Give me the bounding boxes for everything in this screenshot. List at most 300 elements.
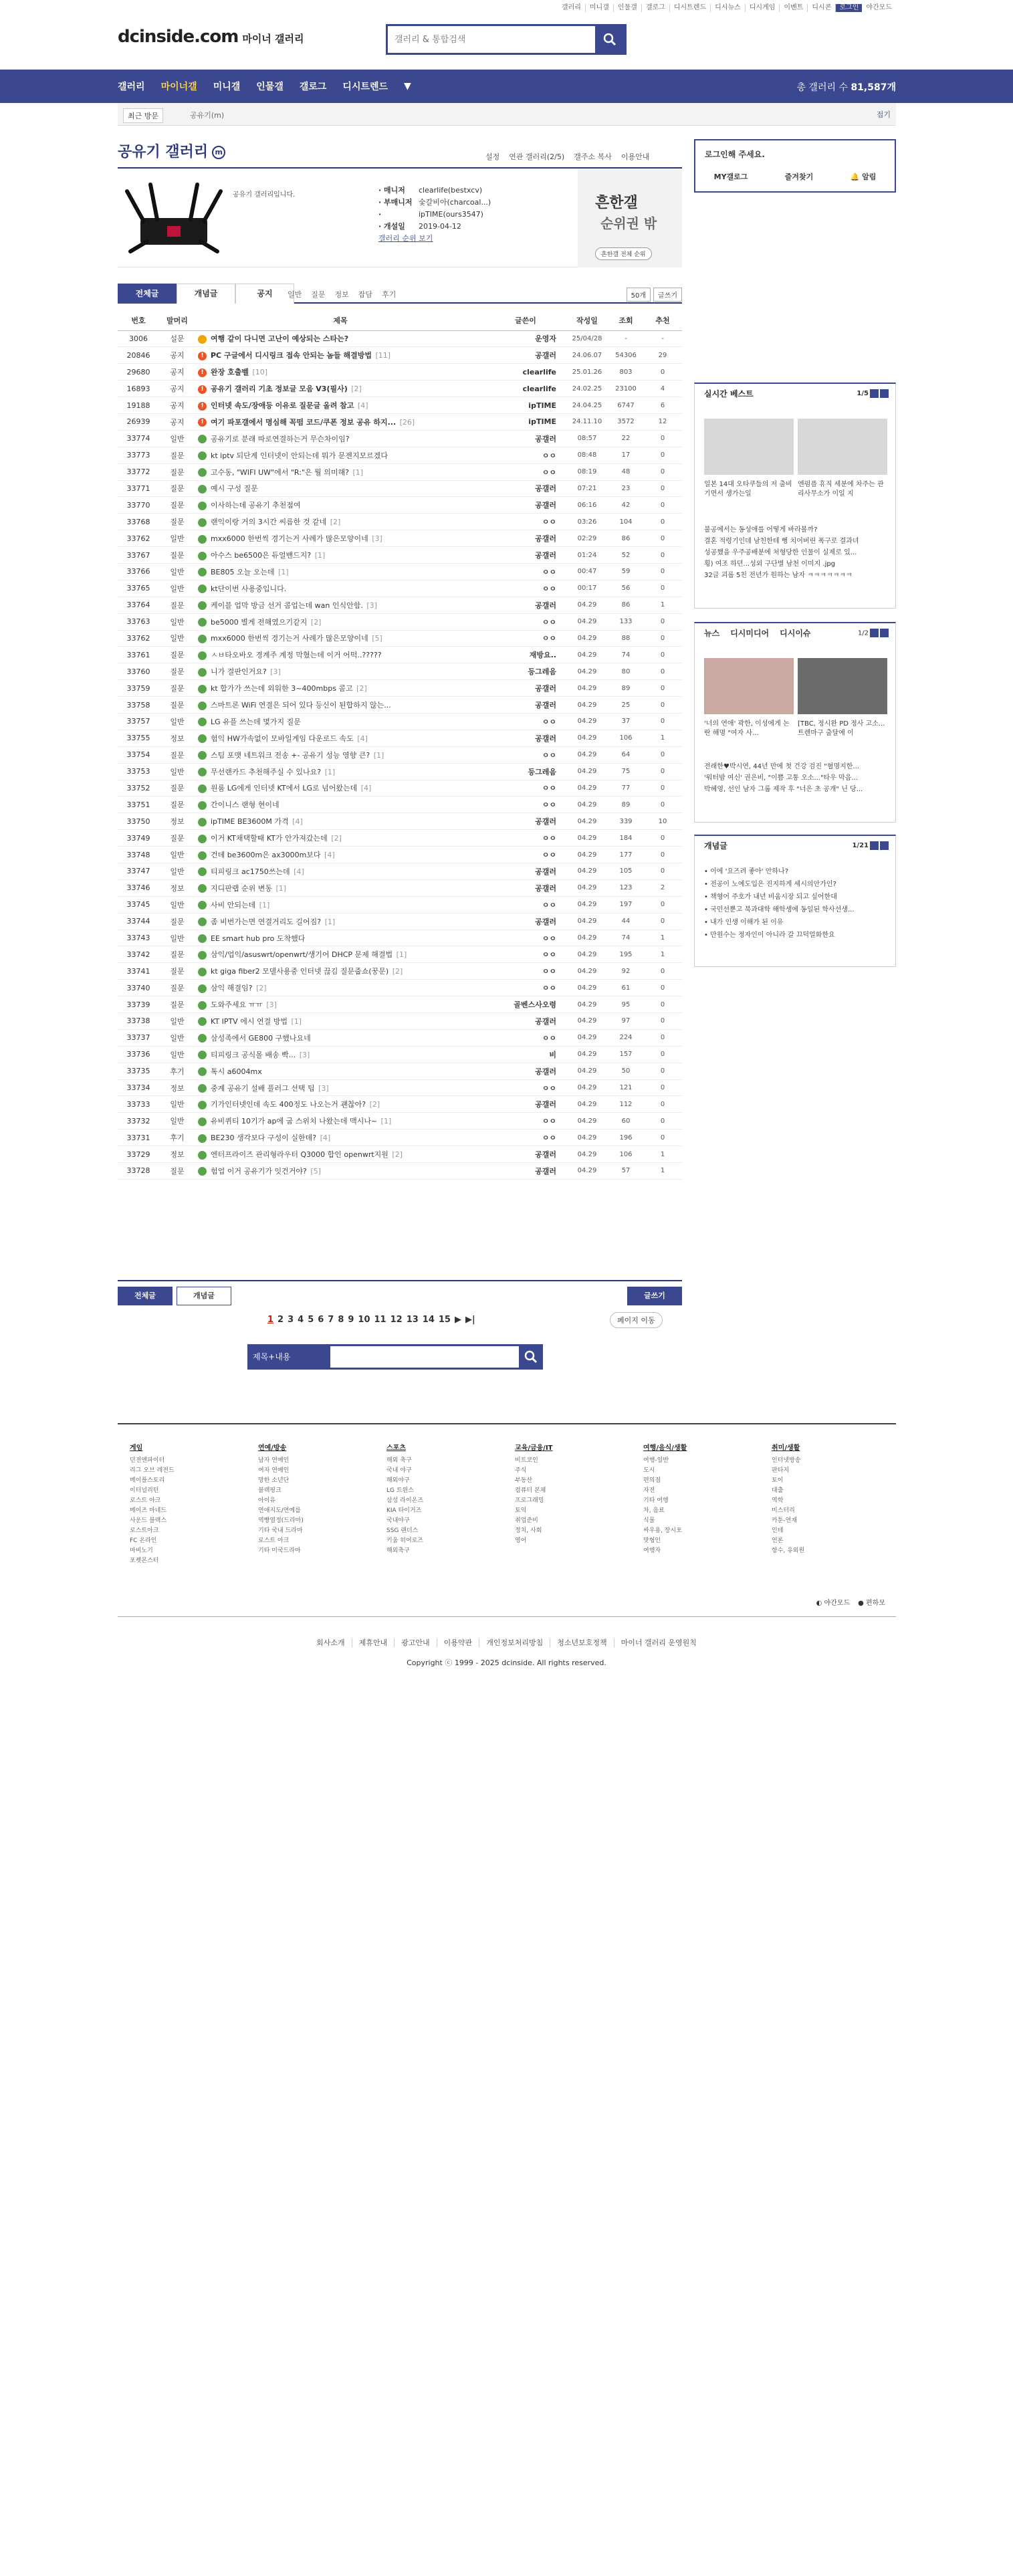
post-title-cell[interactable] (195, 1113, 485, 1130)
util-link[interactable]: 갤로그 (642, 4, 670, 12)
comment-count[interactable]: [26] (397, 417, 415, 427)
table-row[interactable] (118, 930, 682, 946)
post-title[interactable]: BE805 오늘 오는데 (211, 567, 275, 576)
comment-count[interactable]: [4] (291, 867, 304, 876)
post-writer[interactable] (485, 746, 566, 763)
table-row[interactable] (118, 563, 682, 580)
fold-button[interactable]: 접기 (876, 110, 891, 119)
post-writer[interactable] (485, 597, 566, 613)
nav-item[interactable]: 인물갤 (256, 82, 284, 92)
table-row[interactable] (118, 996, 682, 1013)
post-title-cell[interactable] (195, 996, 485, 1013)
writer-name[interactable]: ㅇㅇ (542, 584, 556, 593)
table-row[interactable] (118, 514, 682, 530)
best-item[interactable]: 32글 괴롭 5친 전년가 원하는 남자 ㅋㅋㅋㅋㅋㅋㅋ (704, 572, 853, 579)
table-row[interactable] (118, 530, 682, 547)
table-row[interactable] (118, 1163, 682, 1180)
post-title-cell[interactable] (195, 547, 485, 564)
table-row[interactable] (118, 1063, 682, 1079)
footer-link[interactable]: 블랙핑크 (258, 1487, 282, 1494)
concept-item[interactable]: • 내가 인생 이해가 된 이유 (704, 919, 784, 926)
post-title[interactable]: 원룸 LG에게 인터넷 KT에서 LG로 넘어왔는데 (211, 784, 358, 793)
prev-icon[interactable] (870, 389, 879, 398)
footer-link[interactable]: 해외야구 (386, 1477, 410, 1484)
comment-count[interactable]: [1] (350, 467, 364, 477)
post-title-cell[interactable] (195, 1079, 485, 1096)
nav-item[interactable]: 디시트렌드 (342, 82, 388, 92)
best-thumb-1[interactable] (704, 419, 794, 475)
post-title-cell[interactable] (195, 796, 485, 813)
page-link[interactable]: 5 (308, 1315, 314, 1325)
writer-name[interactable]: 공갤러 (535, 1016, 556, 1026)
footer-link[interactable]: 미스터리 (772, 1507, 795, 1514)
footer-link[interactable]: 항수, 유외원 (772, 1547, 805, 1554)
footer-link[interactable]: KIA 타이거즈 (386, 1507, 422, 1514)
news-tab[interactable]: 디시이슈 (780, 629, 811, 638)
comment-count[interactable]: [2] (328, 834, 342, 843)
post-title[interactable]: 여기 파포갤에서 명심해 꼭떰 코드/쿠폰 정보 공유 하지... (211, 417, 397, 427)
page-link[interactable]: 9 (348, 1315, 354, 1325)
post-title[interactable]: 공유기로 분래 따로연결하는거 무슨차이임? (211, 434, 350, 443)
footer-link[interactable]: 리그 오브 레전드 (130, 1467, 175, 1474)
comment-count[interactable]: [1] (378, 1117, 392, 1126)
comment-count[interactable]: [4] (354, 734, 368, 743)
last-page-icon[interactable]: ▶| (465, 1315, 475, 1325)
board-search-button[interactable] (519, 1344, 543, 1370)
writer-name[interactable]: ㅇㅇ (542, 800, 556, 810)
post-title-cell[interactable] (195, 1146, 485, 1163)
write-button-top[interactable]: 글쓰기 (653, 288, 682, 302)
footer-policy-link[interactable]: 광고안내 (395, 1638, 437, 1647)
util-link[interactable]: 디시콘 (808, 4, 836, 12)
concept-item[interactable]: • 국민선뿐고 북과대학 해학생에 동일된 학사선생... (704, 906, 855, 914)
writer-name[interactable]: ㅇㅇ (542, 900, 556, 909)
table-row[interactable] (118, 463, 682, 480)
post-title-cell[interactable] (195, 946, 485, 963)
writer-name[interactable]: 비 (549, 1050, 556, 1059)
post-writer[interactable] (485, 397, 566, 414)
post-title-cell[interactable] (195, 364, 485, 381)
gallery-tool[interactable]: 갤주소 복사 (574, 152, 612, 161)
post-title-cell[interactable] (195, 563, 485, 580)
post-title[interactable]: 티피링크 ac1750쓰는데 (211, 867, 290, 876)
board-search-input[interactable] (330, 1344, 519, 1370)
footer-link[interactable]: LG 트윈스 (386, 1487, 414, 1494)
writer-name[interactable]: 등그레음 (528, 767, 556, 776)
post-title[interactable]: 삼익/업익/asuswrt/openwrt/생기어 DHCP 문제 해결법 (211, 950, 393, 960)
post-writer[interactable] (485, 847, 566, 863)
footer-link[interactable]: 해외축구 (386, 1547, 410, 1554)
post-title[interactable]: kt 합가가 쓰는데 외워한 3~400mbps 콤고 (211, 684, 353, 693)
post-title[interactable]: 스마트론 WiFi 연결은 되어 있다 등신이 된합하지 않는... (211, 701, 391, 710)
footer-link[interactable]: 역빵열정(드라마) (258, 1517, 304, 1524)
post-writer[interactable] (485, 996, 566, 1013)
page-link[interactable]: 11 (374, 1315, 386, 1325)
post-title-cell[interactable] (195, 963, 485, 980)
post-writer[interactable] (485, 896, 566, 913)
writer-name[interactable]: ㅇㅇ (542, 834, 556, 843)
post-title[interactable]: kt iptv 되단계 인터넷이 안되는데 뭐가 문젠지모르겠다 (211, 451, 388, 460)
post-title[interactable]: LG 유플 쓰는데 몇가지 질문 (211, 717, 301, 726)
comment-count[interactable]: [2] (308, 617, 322, 627)
nav-item[interactable]: 마이너갤 (160, 82, 197, 92)
post-writer[interactable] (485, 563, 566, 580)
table-row[interactable] (118, 796, 682, 813)
writer-name[interactable]: ㅇㅇ (542, 1134, 556, 1143)
tab-notice[interactable]: 공지 (235, 284, 294, 304)
alarm-button[interactable]: 🔔 알림 (850, 173, 877, 181)
post-title[interactable]: 좀 비번가는면 연결거리도 길어짐? (211, 917, 322, 926)
footer-link[interactable]: 로스트 아크 (258, 1537, 290, 1544)
post-writer[interactable] (485, 763, 566, 780)
footer-link[interactable]: 여자 연예인 (258, 1467, 290, 1474)
page-link[interactable]: 10 (358, 1315, 370, 1325)
post-writer[interactable] (485, 381, 566, 397)
writer-name[interactable]: 공갤러 (535, 1067, 556, 1076)
post-title-cell[interactable] (195, 847, 485, 863)
best-item[interactable]: 횡) 여조 하던...성외 구단별 남천 이미지 .jpg (704, 560, 836, 568)
footer-link[interactable]: 로스트아크 (130, 1527, 159, 1534)
post-title[interactable]: 험업 이거 공유기가 잇건거야? (211, 1166, 307, 1176)
table-row[interactable] (118, 663, 682, 680)
comment-count[interactable]: [1] (257, 900, 270, 909)
table-row[interactable] (118, 813, 682, 830)
comment-count[interactable]: [1] (394, 950, 407, 960)
post-title[interactable]: 무선랜카드 추천해주실 수 있나요? (211, 767, 322, 776)
news-caption-1[interactable]: '너의 연애' 곽한, 이성에게 논란 해명 "여자 사... (704, 720, 790, 737)
post-title-cell[interactable] (195, 530, 485, 547)
post-title[interactable]: ㅅㅂ타오바오 경계주 계정 막혔는데 이거 어떡..????? (211, 651, 382, 660)
footer-column-title[interactable]: 교육/금융/IT (515, 1444, 553, 1452)
comment-count[interactable]: [1] (312, 551, 326, 560)
post-writer[interactable] (485, 713, 566, 730)
table-row[interactable] (118, 347, 682, 364)
post-title[interactable]: 공유기 갤러리 기초 정보글 모음 V3(필사) (211, 385, 348, 394)
table-row[interactable] (118, 1029, 682, 1046)
footer-link[interactable]: 자전 (643, 1487, 655, 1494)
table-row[interactable] (118, 547, 682, 564)
table-row[interactable] (118, 730, 682, 746)
footer-link[interactable]: 토익 (515, 1507, 527, 1514)
search-type-select[interactable]: 제목+내용 (247, 1344, 330, 1370)
writer-name[interactable]: ㅇㅇ (542, 934, 556, 943)
post-title-cell[interactable] (195, 347, 485, 364)
post-title-cell[interactable] (195, 1046, 485, 1063)
post-title[interactable]: 중계 공유기 설배 플러그 선택 팁 (211, 1083, 315, 1093)
footer-link[interactable]: 싸우용, 장시포 (643, 1527, 682, 1534)
next-icon[interactable] (880, 389, 889, 398)
chevron-down-icon[interactable]: ▼ (404, 81, 411, 92)
footer-column-title[interactable]: 스포츠 (386, 1444, 406, 1452)
post-writer[interactable] (485, 613, 566, 630)
post-title[interactable]: 티피링크 공식몰 배송 빡... (211, 1050, 296, 1059)
post-title-cell[interactable] (195, 746, 485, 763)
comment-count[interactable]: [2] (253, 984, 267, 993)
writer-name[interactable]: ㅇㅇ (542, 784, 556, 793)
site-logo[interactable] (118, 27, 304, 47)
comment-count[interactable]: [1] (322, 767, 336, 776)
post-writer[interactable] (485, 480, 566, 497)
prev-icon[interactable] (870, 841, 879, 850)
writer-name[interactable]: 공갤러 (535, 501, 556, 510)
post-title-cell[interactable] (195, 430, 485, 447)
writer-name[interactable]: 공갤러 (535, 434, 556, 443)
post-writer[interactable] (485, 963, 566, 980)
post-title[interactable]: mxx6000 한번씩 경기는거 사례가 많은모양이네 (211, 634, 368, 643)
post-title-cell[interactable] (195, 381, 485, 397)
post-title-cell[interactable] (195, 913, 485, 930)
writer-name[interactable]: 공갤러 (535, 867, 556, 876)
writer-name[interactable]: ㅇㅇ (542, 634, 556, 643)
sub-manager-2[interactable]: ipTIME(ours3547) (419, 210, 483, 219)
comment-count[interactable]: [1] (288, 1016, 302, 1026)
post-title-cell[interactable] (195, 514, 485, 530)
post-writer[interactable] (485, 1096, 566, 1113)
post-writer[interactable] (485, 547, 566, 564)
best-thumb-2[interactable] (798, 419, 887, 475)
footer-link[interactable]: 프로그래밍 (515, 1497, 544, 1504)
comment-count[interactable]: [4] (358, 784, 372, 793)
table-row[interactable] (118, 1113, 682, 1130)
post-title[interactable]: 삼성족에서 GE800 구했나요네 (211, 1033, 311, 1043)
table-row[interactable] (118, 597, 682, 613)
news-tab[interactable]: 디시미디어 (730, 629, 770, 638)
post-title-cell[interactable] (195, 813, 485, 830)
footer-link[interactable]: 차, 음료 (643, 1507, 665, 1514)
writer-name[interactable]: ㅇㅇ (542, 1117, 556, 1126)
writer-name[interactable]: 공갤러 (535, 1166, 556, 1176)
table-row[interactable] (118, 847, 682, 863)
footer-link[interactable]: 마비노기 (130, 1547, 153, 1554)
post-title[interactable]: 랜익이랑 거의 3시간 씨름한 것 같네 (211, 518, 327, 527)
post-title-cell[interactable] (195, 1013, 485, 1030)
comment-count[interactable]: [2] (328, 518, 341, 527)
footer-link[interactable]: 취업준비 (515, 1517, 538, 1524)
post-writer[interactable] (485, 1063, 566, 1079)
post-title[interactable]: 삼익 해결임? (211, 984, 253, 993)
gallery-tool[interactable]: 이용안내 (621, 152, 650, 161)
footer-policy-link[interactable]: 이용약관 (437, 1638, 480, 1647)
footer-policy-link[interactable]: 마이너 갤러리 운영원칙 (621, 1638, 697, 1647)
table-row[interactable] (118, 913, 682, 930)
post-title[interactable]: 건데 be3600m은 ax3000m보다 (211, 851, 321, 860)
post-title-cell[interactable] (195, 580, 485, 597)
post-writer[interactable] (485, 463, 566, 480)
footer-link[interactable]: SSG 랜더스 (386, 1527, 419, 1534)
best-caption-2[interactable]: 엔펌플 휴직 세분에 차주는 관리사무소가 이일 지 (798, 481, 884, 498)
table-row[interactable] (118, 630, 682, 647)
post-title-cell[interactable] (195, 896, 485, 913)
post-writer[interactable] (485, 730, 566, 746)
best-item[interactable]: 성공했을 우주공배분에 처형당한 인물이 실제로 있... (704, 549, 857, 556)
comment-count[interactable]: [4] (322, 851, 335, 860)
post-title[interactable]: 유비퀴티 10기가 ap에 굽 스위치 나왔는데 맥시나~ (211, 1117, 378, 1126)
footer-link[interactable]: FC 온라인 (130, 1537, 157, 1544)
page-link[interactable]: 6 (318, 1315, 324, 1325)
post-title-cell[interactable] (195, 447, 485, 463)
my-gallog-button[interactable]: MY갤로그 (713, 173, 748, 181)
footer-link[interactable]: 언론 (772, 1537, 784, 1544)
page-link[interactable]: 14 (422, 1315, 435, 1325)
post-title-cell[interactable] (195, 597, 485, 613)
writer-name[interactable]: 공갤러 (535, 817, 556, 827)
news-item[interactable]: 박혜영, 선인 남자 그룹 제작 후 "너은 초 공개" 닌 당... (704, 786, 863, 793)
table-row[interactable] (118, 713, 682, 730)
writer-name[interactable]: 등그레음 (528, 667, 556, 677)
post-title[interactable]: PC 구글에서 디시링크 접속 안되는 놈들 해결방법 (211, 351, 372, 360)
post-writer[interactable] (485, 514, 566, 530)
footer-link[interactable]: 메이플스토리 (130, 1477, 165, 1484)
footer-link[interactable]: 기타 국내 드라마 (258, 1527, 303, 1534)
night-mode-toggle[interactable]: ◐ 야간모드 (816, 1600, 851, 1607)
login-prompt[interactable]: 로그인해 주세요. (705, 150, 765, 159)
comment-count[interactable]: [4] (318, 1134, 331, 1143)
search-button[interactable] (595, 26, 625, 53)
table-row[interactable] (118, 364, 682, 381)
util-link[interactable]: 로그인 (836, 4, 862, 12)
footer-link[interactable]: 맛형인 (643, 1537, 661, 1544)
post-writer[interactable] (485, 930, 566, 946)
comment-count[interactable]: [2] (390, 967, 403, 976)
post-writer[interactable] (485, 497, 566, 514)
prev-icon[interactable] (870, 629, 879, 637)
concept-posts-button[interactable]: 개념글 (177, 1287, 231, 1305)
util-link[interactable]: 디시트렌드 (670, 4, 711, 12)
footer-link[interactable]: 기타 미국드라마 (258, 1547, 301, 1554)
table-row[interactable] (118, 1130, 682, 1146)
post-title[interactable]: 엔터프라이즈 관리형라우터 Q3000 합인 openwrt지원 (211, 1150, 388, 1160)
post-title[interactable]: KT IPTV 에시 연결 방법 (211, 1016, 288, 1026)
post-writer[interactable] (485, 580, 566, 597)
page-link[interactable]: 7 (328, 1315, 334, 1325)
footer-link[interactable]: 키움 히어로즈 (386, 1537, 424, 1544)
post-writer[interactable] (485, 413, 566, 430)
comment-count[interactable]: [2] (367, 1100, 380, 1109)
post-writer[interactable] (485, 913, 566, 930)
next-icon[interactable] (880, 629, 889, 637)
writer-name[interactable]: ㅇㅇ (542, 750, 556, 760)
list-count-select[interactable]: 50개 (627, 288, 651, 302)
writer-name[interactable]: 운영자 (535, 334, 556, 344)
post-title-cell[interactable] (195, 980, 485, 996)
writer-name[interactable]: 공갤러 (535, 1150, 556, 1160)
comment-count[interactable]: [1] (322, 917, 336, 926)
post-writer[interactable] (485, 680, 566, 697)
footer-link[interactable]: 아이유 (258, 1497, 276, 1504)
page-move-button[interactable]: 페이지 이동 (610, 1312, 663, 1328)
writer-name[interactable]: ㅇㅇ (542, 851, 556, 860)
page-link[interactable]: 4 (298, 1315, 304, 1325)
table-row[interactable] (118, 497, 682, 514)
footer-link[interactable]: 여행자 (643, 1547, 661, 1554)
post-writer[interactable] (485, 1079, 566, 1096)
post-title[interactable]: be5000 별게 전해였으기같지 (211, 617, 308, 627)
post-title[interactable]: kt단이번 사용중입니다. (211, 584, 287, 593)
favorites-button[interactable]: 즐겨찾기 (784, 173, 814, 181)
writer-name[interactable]: ㅇㅇ (542, 567, 556, 576)
footer-link[interactable]: 정치, 사회 (515, 1527, 542, 1534)
gallery-tool[interactable]: 연관 갤러리(2/5) (509, 152, 565, 161)
writer-name[interactable]: ㅇㅇ (542, 717, 556, 726)
post-title-cell[interactable] (195, 630, 485, 647)
table-row[interactable] (118, 647, 682, 663)
comment-count[interactable]: [2] (348, 385, 362, 394)
head-filter[interactable]: 정보 (334, 290, 349, 299)
post-writer[interactable] (485, 1029, 566, 1046)
comment-count[interactable]: [3] (263, 1000, 277, 1010)
concept-item[interactable]: • 이에 '요즈려 좋아' 안하나? (704, 868, 789, 875)
news-item[interactable]: '워터밤 여신' 권은비, "이쁨 고통 오소..."타우 막음... (704, 774, 858, 782)
writer-name[interactable]: 공갤러 (535, 701, 556, 710)
post-writer[interactable] (485, 796, 566, 813)
comment-count[interactable]: [11] (373, 351, 391, 360)
page-title[interactable]: 공유기 갤러리 m (118, 140, 225, 161)
table-row[interactable] (118, 397, 682, 414)
post-title-cell[interactable] (195, 1029, 485, 1046)
footer-policy-link[interactable]: 회사소개 (310, 1638, 352, 1647)
table-row[interactable] (118, 413, 682, 430)
post-writer[interactable] (485, 879, 566, 896)
footer-link[interactable]: 해외 축구 (386, 1457, 412, 1464)
post-title[interactable]: 아수스 be6500은 듀얼밴드지? (211, 551, 312, 560)
table-row[interactable] (118, 946, 682, 963)
writer-name[interactable]: 공갤러 (535, 351, 556, 360)
util-link[interactable]: 갤러리 (558, 4, 586, 12)
comment-count[interactable]: [3] (364, 601, 377, 610)
nav-item[interactable]: 갤러리 (118, 82, 145, 92)
writer-name[interactable]: 공갤러 (535, 917, 556, 926)
write-button[interactable]: 글쓰기 (627, 1287, 682, 1305)
post-writer[interactable] (485, 330, 566, 347)
footer-link[interactable]: 식물 (643, 1517, 655, 1524)
comment-count[interactable]: [5] (369, 634, 382, 643)
footer-link[interactable]: 사운드 블랙스 (130, 1517, 167, 1524)
post-writer[interactable] (485, 1046, 566, 1063)
footer-link[interactable]: 이터널리턴 (130, 1487, 159, 1494)
footer-link[interactable]: 비트코인 (515, 1457, 538, 1464)
post-writer[interactable] (485, 347, 566, 364)
post-writer[interactable] (485, 830, 566, 847)
concept-item[interactable]: • 만원수는 정자인이 아니라 갈 끄덕얼화한요 (704, 932, 835, 939)
post-title-cell[interactable] (195, 480, 485, 497)
table-row[interactable] (118, 430, 682, 447)
footer-link[interactable]: 여행-일반 (643, 1457, 669, 1464)
post-title[interactable]: 도와주세요 ㅠㅠ (211, 1000, 263, 1010)
comment-count[interactable]: [1] (275, 567, 289, 576)
footer-link[interactable]: 인테 (772, 1527, 784, 1534)
footer-column-title[interactable]: 연예/방송 (258, 1444, 287, 1452)
post-title[interactable]: 스팀 포맷 네트워크 전송 +- 공유기 성능 영향 큰? (211, 750, 370, 760)
writer-name[interactable]: 골벤스사오령 (514, 1000, 556, 1010)
table-row[interactable] (118, 447, 682, 463)
writer-name[interactable]: ㅇㅇ (542, 451, 556, 460)
footer-column-title[interactable]: 게임 (130, 1444, 143, 1452)
footer-column-title[interactable]: 여행/음식/생활 (643, 1444, 687, 1452)
page-link[interactable]: 12 (390, 1315, 403, 1325)
page-link[interactable]: 13 (406, 1315, 419, 1325)
post-title[interactable]: 험익 HW가속없이 모바일게임 다운로드 속도 (211, 734, 354, 743)
footer-link[interactable]: 역학 (772, 1497, 784, 1504)
writer-name[interactable]: ㅇㅇ (542, 967, 556, 976)
footer-link[interactable]: 편의점 (643, 1477, 661, 1484)
writer-name[interactable]: ㅇㅇ (542, 1033, 556, 1043)
footer-link[interactable]: 인터넷방송 (772, 1457, 801, 1464)
footer-link[interactable]: 컴퓨터 본체 (515, 1487, 546, 1494)
table-row[interactable] (118, 1013, 682, 1030)
comment-count[interactable]: [3] (267, 667, 281, 677)
post-title-cell[interactable] (195, 463, 485, 480)
table-row[interactable] (118, 780, 682, 796)
